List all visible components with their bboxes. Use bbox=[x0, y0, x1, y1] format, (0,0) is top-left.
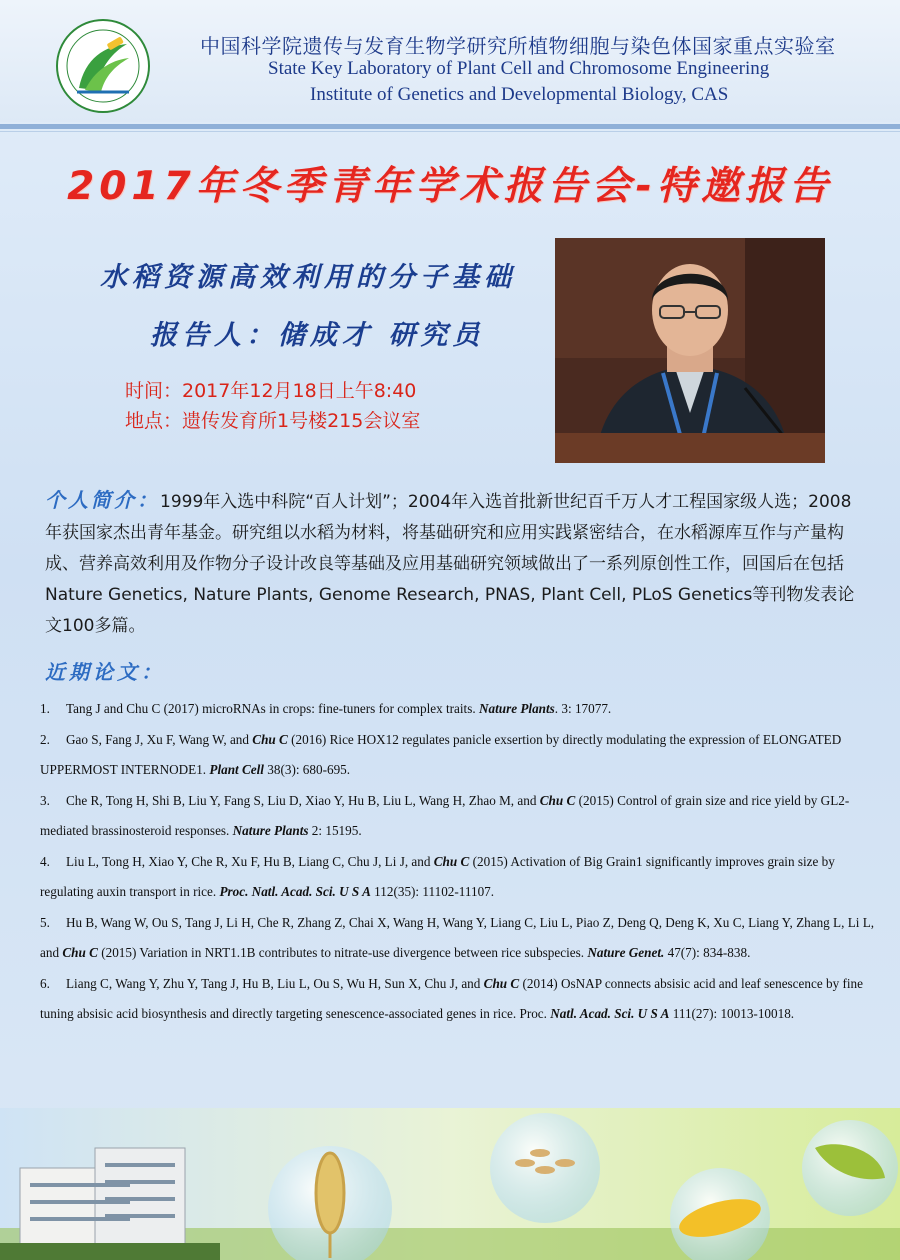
event-location: 地点：遗传发育所1号楼215会议室 bbox=[125, 410, 421, 432]
event-time: 时间：2017年12月18日上午8:40 bbox=[125, 380, 417, 402]
list-item: 2. Gao S, Fang J, Xu F, Wang W, and Chu C (2016) Rice HOX12 regulates panicle exsertion by directly modulating the expression of ELONGATED UPPERMOST INTERNODE1. Plant Cell 38(3): 680-695. bbox=[40, 732, 842, 777]
institute-name-en: Institute of Genetics and Developmental Biology, CAS bbox=[310, 84, 729, 105]
list-item: 5. Hu B, Wang W, Ou S, Tang J, Li H, Che R, Zhang Z, Chai X, Wang H, Wang Y, Liang C, Liu L, Piao Z, Deng Q, Deng K, Xu C, Liang Y, Zhang L, Li L, and Chu C (2015) Variation in NRT1.1B contributes to nitrate-use divergence between rice subspecies. Nature Genet. 47(7): 834-838. bbox=[40, 915, 875, 960]
list-item: 6. Liang C, Wang Y, Zhu Y, Tang J, Hu B, Liu L, Ou S, Wu H, Sun X, Chu J, and Chu C (2014) OsNAP connects absisic acid and leaf senescence by fine tuning absisic acid biosynthesis and directly targeting senescence-associated genes in rice. Proc. Natl. Acad. Sci. U S A 111(27): 10013-10018. bbox=[40, 976, 863, 1021]
journal-name: Proc. Natl. Acad. Sci. U S A bbox=[219, 884, 371, 899]
journal-name: Nature Plants bbox=[232, 823, 309, 838]
journal-name: Nature Plants bbox=[478, 701, 555, 716]
event-title: 2017年冬季青年学术报告会-特邀报告 bbox=[67, 164, 833, 209]
journal-name: Natl. Acad. Sci. U S A bbox=[550, 1006, 670, 1021]
lab-logo-icon bbox=[55, 18, 151, 114]
bio-text: 1999年入选中科院“百人计划”；2004年入选首批新世纪百千万人才工程国家级人选；2008年获国家杰出青年基金。研究组以水稻为材料，将基础研究和应用实践紧密结合，在水稻源库互作与产量构成、营养高效利用及作物分子设计改良等基础及应用基础研究领域做出了一系列原创性工作，回国后在包括Nature Genetics, Nature Plants, Genome Research, PNAS, Plant Cell, PLoS Genetics等刊物发表论文100多篇。 bbox=[45, 492, 855, 636]
papers-list bbox=[40, 694, 880, 1030]
bio-label: 个人简介： bbox=[45, 488, 160, 512]
header-divider-thin bbox=[0, 131, 900, 132]
list-item: 4. Liu L, Tong H, Xiao Y, Che R, Xu F, Hu B, Liang C, Chu J, Li J, and Chu C (2015) Activation of Big Grain1 significantly improves grain size by regulating auxin transport in rice. Proc. Natl. Acad. Sci. U S A 112(35): 11102-11107. bbox=[40, 854, 835, 899]
header-divider bbox=[0, 124, 900, 129]
bio-section bbox=[45, 485, 865, 642]
org-name-en: State Key Laboratory of Plant Cell and Chromosome Engineering bbox=[268, 58, 770, 79]
talk-title: 水稻资源高效利用的分子基础 bbox=[100, 262, 516, 293]
speaker-name: 报告人：储成才 研究员 bbox=[150, 320, 485, 351]
org-name-cn: 中国科学院遗传与发育生物学研究所植物细胞与染色体国家重点实验室 bbox=[200, 34, 836, 58]
list-item: 1. Tang J and Chu C (2017) microRNAs in crops: fine-tuners for complex traits. Nature Plants. 3: 17077. bbox=[40, 701, 612, 716]
papers-label: 近期论文： bbox=[45, 660, 165, 684]
journal-name: Plant Cell bbox=[209, 762, 264, 777]
list-item: 3. Che R, Tong H, Shi B, Liu Y, Fang S, Liu D, Xiao Y, Hu B, Liu L, Wang H, Zhao M, and Chu C (2015) Control of grain size and rice yield by GL2-mediated brassinosteroid responses. Nature Plants 2: 15195. bbox=[40, 793, 850, 838]
speaker-photo bbox=[555, 238, 825, 463]
journal-name: Nature Genet. bbox=[587, 945, 665, 960]
footer-banner-image bbox=[0, 1108, 900, 1260]
